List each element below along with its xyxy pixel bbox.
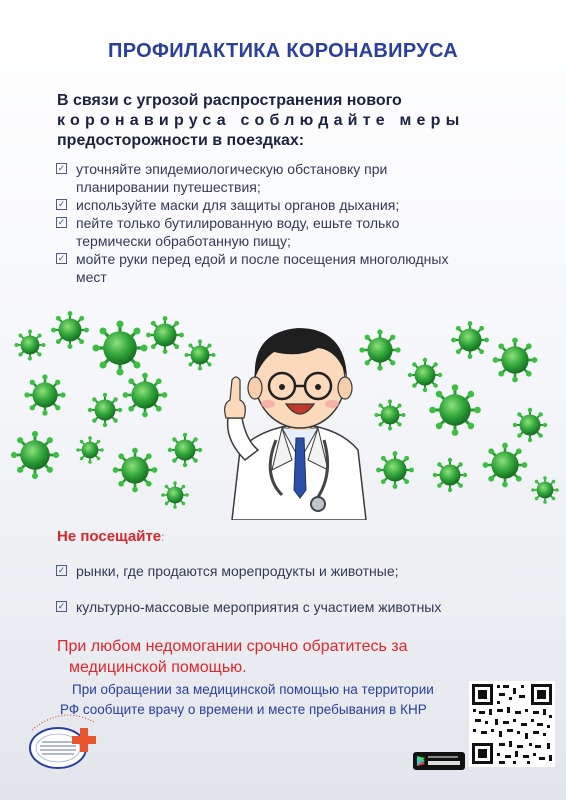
virus-icon (11, 431, 59, 479)
list-item-line: уточняйте эпидемиологическую обстановку при (76, 161, 388, 177)
organization-logo (22, 700, 102, 775)
virus-icon (51, 311, 89, 349)
inform-text (60, 680, 470, 720)
virus-icon (451, 321, 489, 359)
inform-line-2: РФ сообщите врачу о времени и месте пребывания в КНР (60, 702, 427, 717)
virus-icon (24, 374, 65, 415)
virus-icon (88, 393, 122, 427)
list-item-line: пейте только бутилированную воду, ешьте только (76, 215, 400, 231)
warning-line-2: медицинской помощью. (69, 659, 247, 676)
avoid-heading (57, 528, 165, 545)
intro-line-1: В связи с угрозой распространения нового (57, 92, 402, 109)
virus-icon (15, 330, 46, 361)
checkbox-checked-icon: ✓ (57, 199, 66, 209)
list-item (56, 250, 506, 286)
avoid-heading-colon: : (161, 530, 165, 544)
virus-icon (375, 400, 406, 431)
list-item-line: термически обработанную пищу; (76, 233, 291, 249)
list-item (56, 214, 506, 250)
warning-line-1: При любом недомогании срочно обратитесь за (57, 638, 408, 655)
list-item (56, 562, 516, 580)
google-play-badge[interactable] (413, 752, 465, 770)
precautions-list (56, 160, 506, 286)
doctor-with-viruses-illustration (0, 300, 566, 520)
list-item (56, 196, 506, 214)
intro-line-3: предосторожности в поездках: (57, 132, 305, 149)
checkbox-checked-icon: ✓ (57, 565, 66, 575)
inform-line-1: При обращении за медицинской помощью на территории (72, 682, 434, 697)
list-item-line: мойте руки перед едой и после посещения многолюдных (76, 251, 449, 267)
checkbox-checked-icon: ✓ (57, 163, 66, 173)
virus-icon (113, 448, 158, 493)
list-item (56, 598, 516, 616)
google-play-icon (413, 752, 465, 770)
list-item-line: мест (76, 269, 107, 285)
warning-text (57, 636, 457, 678)
virus-icon (92, 320, 147, 375)
virus-icon (493, 338, 538, 383)
virus-icon (146, 316, 184, 354)
list-item (56, 160, 506, 196)
qr-code (469, 681, 555, 767)
avoid-item-text: рынки, где продаются морепродукты и животные; (76, 563, 399, 579)
intro-line-2: коронавируса соблюдайте меры (57, 112, 465, 129)
virus-icon (433, 458, 467, 492)
list-item-line: планировании путешествия; (76, 179, 261, 195)
intro-text (57, 91, 527, 151)
avoid-item-text: культурно-массовые мероприятия с участием животных (76, 599, 442, 615)
checkbox-checked-icon: ✓ (57, 601, 66, 611)
list-item-line: используйте маски для защиты органов дыхания; (76, 197, 400, 213)
virus-icon (161, 481, 189, 509)
checkbox-checked-icon: ✓ (57, 217, 66, 227)
page-title: ПРОФИЛАКТИКА КОРОНАВИРУСА (108, 40, 458, 62)
virus-icon (76, 436, 104, 464)
virus-icon (185, 340, 216, 371)
avoid-heading-text: Не посещайте (57, 528, 162, 545)
virus-icon (531, 476, 559, 504)
virus-icon (408, 358, 442, 392)
virus-icon (123, 373, 168, 418)
virus-icon (359, 329, 400, 370)
virus-icon (168, 433, 202, 467)
virus-icon (513, 408, 547, 442)
virus-icon (483, 443, 528, 488)
doctor-illustration (225, 328, 366, 520)
checkbox-checked-icon: ✓ (57, 253, 66, 263)
virus-icon (376, 451, 414, 489)
virus-icon (429, 384, 481, 436)
